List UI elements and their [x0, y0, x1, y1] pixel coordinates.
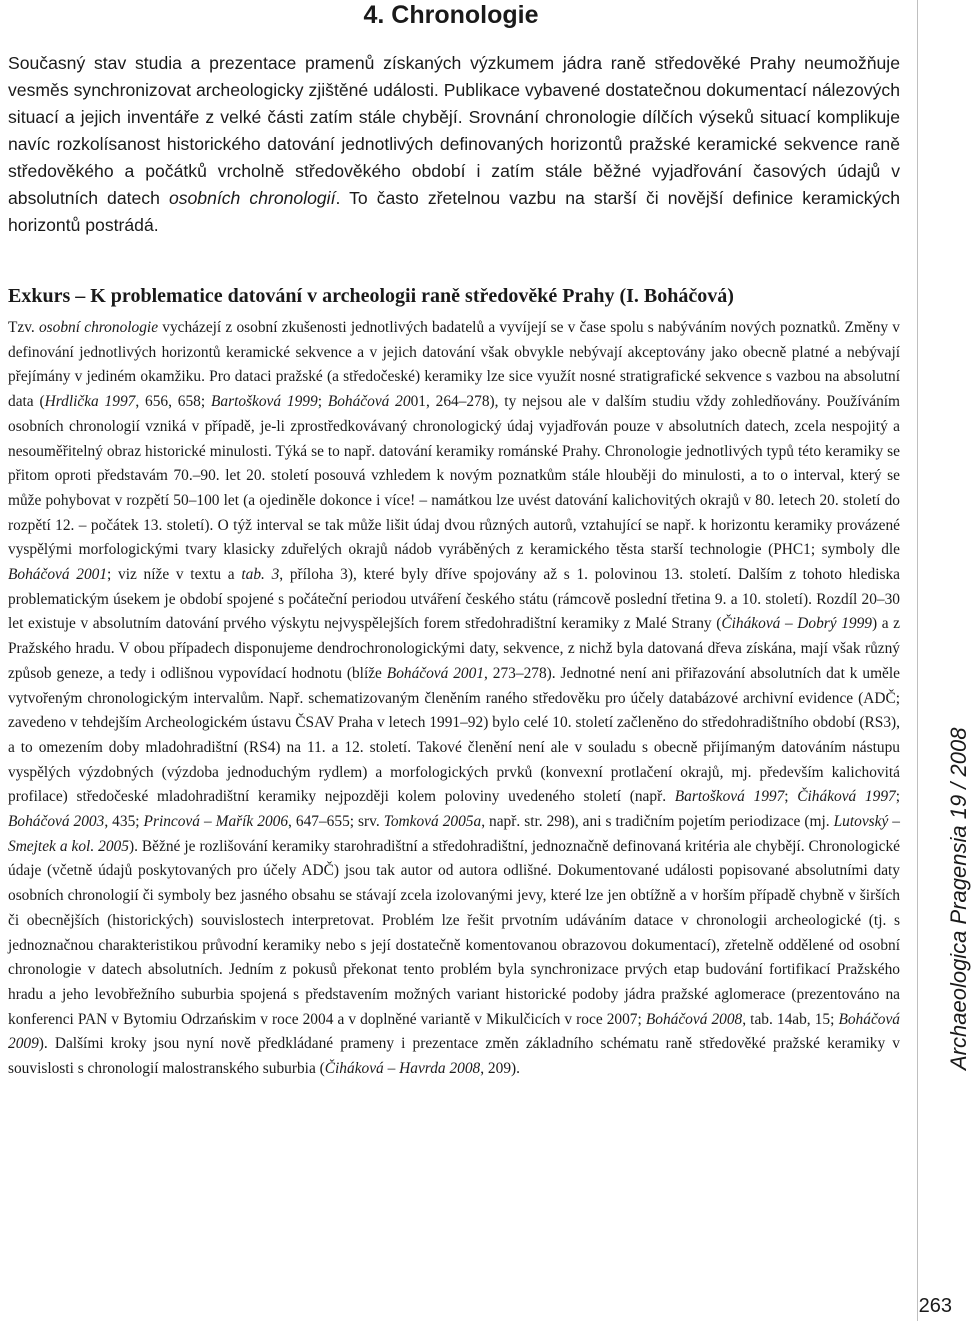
citation-run: Boháčová 2001: [386, 664, 485, 682]
text-run: , 647–655; srv.: [288, 813, 384, 831]
citation-run: Boháčová 2001: [8, 566, 108, 584]
citation-run: Čiháková 1997: [797, 788, 896, 806]
text-run: , tab. 14ab, 15;: [742, 1010, 839, 1028]
text-run: ) a z Pražského hradu. V obou případech disponujeme dendrochronologickými daty, sekvence, z nichž byla datovaná dřeva získána, mají však různý způsob geneze, a tedy i odlišnou vypovídací hodnotu (blíže: [8, 615, 900, 682]
citation-run: osobní chronologie: [38, 319, 159, 336]
text-run: . To často zřetelnou vazbu na starší či novější definice keramických horizontů postrádá.: [8, 188, 900, 235]
citation-run: Boháčová 2008: [645, 1010, 743, 1028]
citation-run: Hrdlička 1997: [44, 393, 136, 411]
citation-run: Boháčová 20: [327, 393, 411, 411]
text-run: ;: [317, 393, 328, 411]
text-run: ;: [784, 788, 798, 806]
text-run: , 435;: [104, 813, 144, 831]
margin-rule: [917, 0, 918, 1321]
excursus-paragraph: [8, 316, 900, 1082]
citation-run: Boháčová 2009: [8, 1010, 900, 1053]
citation-run: Boháčová 2003: [8, 813, 105, 831]
text-run: , 273–278). Jednotné není ani přiřazování absolutních dat k uměle vytvořeným chronologickým intervalům. Např. schematizovaným členěním raného středověku pro účely databázové archivní evidence (ADČ; zavedeno v tehdejším Archeologickém ústavu ČSAV Praha v letech 1991–92) bylo celé 10. století začleněno do středohradištního období (RS3), a to omezením doby mladohradištní (RS4) na 11. a 12. století. Takové členění není ale v souladu s obecně přijímaným datováním nástupu vyspělých výzdobných (výzdoba jednoduchým rydlem) a morfologických prvků (konvexní protlačení okrajů, mj. především kalichovitá profilace) středočeské mladohradištní keramiky nejpozději kolem poloviny uvedeného století (např.: [8, 664, 900, 806]
chapter-heading: 4. Chronologie: [363, 1, 539, 29]
citation-run: Bartošková 1997: [674, 788, 785, 806]
text-run: 01, 264–278), ty nejsou ale v dalším studiu vždy zohledňovány. Používáním osobních chronologií vzniká v případě, je-li zprostředkovávaný chronologický údaj vyjadřován pouze v absolutních datech, zcela nespojitý a nesouměřitelný obraz historické minulosti. Týká se to např. datování keramiky románské Prahy. Chronologie jednotlivých typů této keramiky se přitom oproti představám 70.–90. let 20. století posouvá vzhledem k novým poznatkům stále hlouběji do minulosti, a to o interval, který se může pohybovat v rozpětí 50–100 let (a ojediněle dokonce i více! – namátkou lze uvést datování kalichovitých okrajů v 80. letech 20. století do rozpětí 12. – počátek 13. století). O týž interval se tak může lišit údaj dvou různých autorů, vztahující se např. k horizontu keramiky provázené vyspělými morfologickými tvary klasicky zduřelých okrajů nádob vyráběných z keramického těsta starší technologie (PHC1; symboly dle: [8, 393, 901, 559]
text-run: vycházejí z osobní zkušenosti jednotlivých badatelů a vyvíjejí se v čase spolu s nabýváním nových poznatků. Změny v definování jednotlivých horizontů keramické sekvence a v jejich datování však obvykle nebývají akceptovány jako obecně platné a nebývají přejímány v jediném okamžiku. Pro dataci pražské (a středočeské) keramiky lze sice využít nosné stratigrafické sekvence s vazbou na absolutní data (: [8, 319, 900, 411]
text-run: , např. str. 298), ani s tradičním pojetím periodizace (mj.: [481, 813, 834, 831]
text-run: ; viz níže v textu a: [107, 566, 242, 584]
citation-run: Tomková 2005a: [383, 813, 482, 831]
text-run: ;: [895, 788, 900, 806]
citation-run: Princová – Mařík 2006: [143, 813, 289, 831]
citation-run: Bartošková 1999: [210, 393, 318, 411]
citation-run: Lutovský – Smejtek a kol. 2005: [8, 813, 900, 855]
text-run: , příloha 3), které byly dříve spojovány až s 1. polovinou 13. století. Dalším z tohoto hlediska problematickým úsekem je období spojené s počáteční periodou utváření českého státu (rámcově poslední třetina 9. a 10. století). Rozdíl 20–30 let existuje v absolutním datování prvého výskytu nejvyspělejších forem středohradištní keramiky z Malé Strany (: [8, 566, 901, 633]
citation-run: tab. 3: [241, 566, 280, 584]
intro-paragraph: [8, 50, 900, 239]
text-run: , 656, 658;: [135, 393, 211, 411]
citation-run: Čiháková – Dobrý 1999: [721, 615, 872, 633]
text-run: Současný stav studia a prezentace pramenů získaných výzkumem jádra raně středověké Prahy neumožňuje vesměs synchronizovat archeologicky zjištěné události. Publikace vybavené dostatečnou dokumentací nálezových situací a jejich inventáře z velké části zatím stále chybějí. Srovnání chronologie dílčích výseků situací komplikuje navíc rozkolísanost historického datování jednotlivých definovaných horizontů pražské keramické sekvence raně středověkého a počátků vrcholně středověkého období i zatím stále běžné vyjadřování časových údajů v absolutních datech: [8, 53, 900, 208]
page-number: 263: [918, 1295, 952, 1317]
text-run: ). Dalšími kroky jsou nyní nově předkládané prameny i prezentace změn základního schématu raně středověké pražské keramiky v souvislosti s chronologií malostranského suburbia (: [8, 1035, 900, 1078]
citation-run: Čiháková – Havrda 2008: [324, 1060, 481, 1078]
text-run: , 209).: [480, 1060, 520, 1078]
text-run: ). Běžné je rozlišování keramiky starohradištní a středohradištní, jednoznačně definovaná kritéria ale chybějí. Chronologické údaje (včetně údajů poskytovaných pro účely ADČ) jsou tak autor od autora odlišné. Dokumentované události popisované absolutními daty osobních chronologií či symboly bez jasného obsahu se stávají zcela izolovanými jevy, které lze jen obtížně a v horším případě chybně v širších či obecnějších (historických) souvislostech interpretovat. Problém lze řešit prvotním udáváním datace v chronologii archeologické (tj. s jednoznačnou charakteristikou průvodní keramiky nebo s její dostatečně komentovanou obrazovou dokumentací), zřetelně oddělené od osobní chronologie v datech absolutních. Jedním z pokusů překonat tento problém byla synchronizace prvých etap budování fortifikací Pražského hradu a jeho levobřežního suburbia spojená s představením možných variant historické podoby jádra pražské aglomerace (prezentováno na konferenci PAN v Bytomiu Odrzańskim v roce 2004 a v doplněné variantě v Mikulčicích v roce 2007;: [8, 837, 901, 1028]
text-run: Tzv.: [8, 319, 39, 336]
running-head: Archaeologica Pragensia 19 / 2008: [946, 727, 971, 1070]
citation-run: osobních chronologií: [168, 188, 336, 208]
excursus-title: Exkurs – K problematice datování v archeologii raně středověké Prahy (I. Boháčová): [8, 285, 734, 307]
